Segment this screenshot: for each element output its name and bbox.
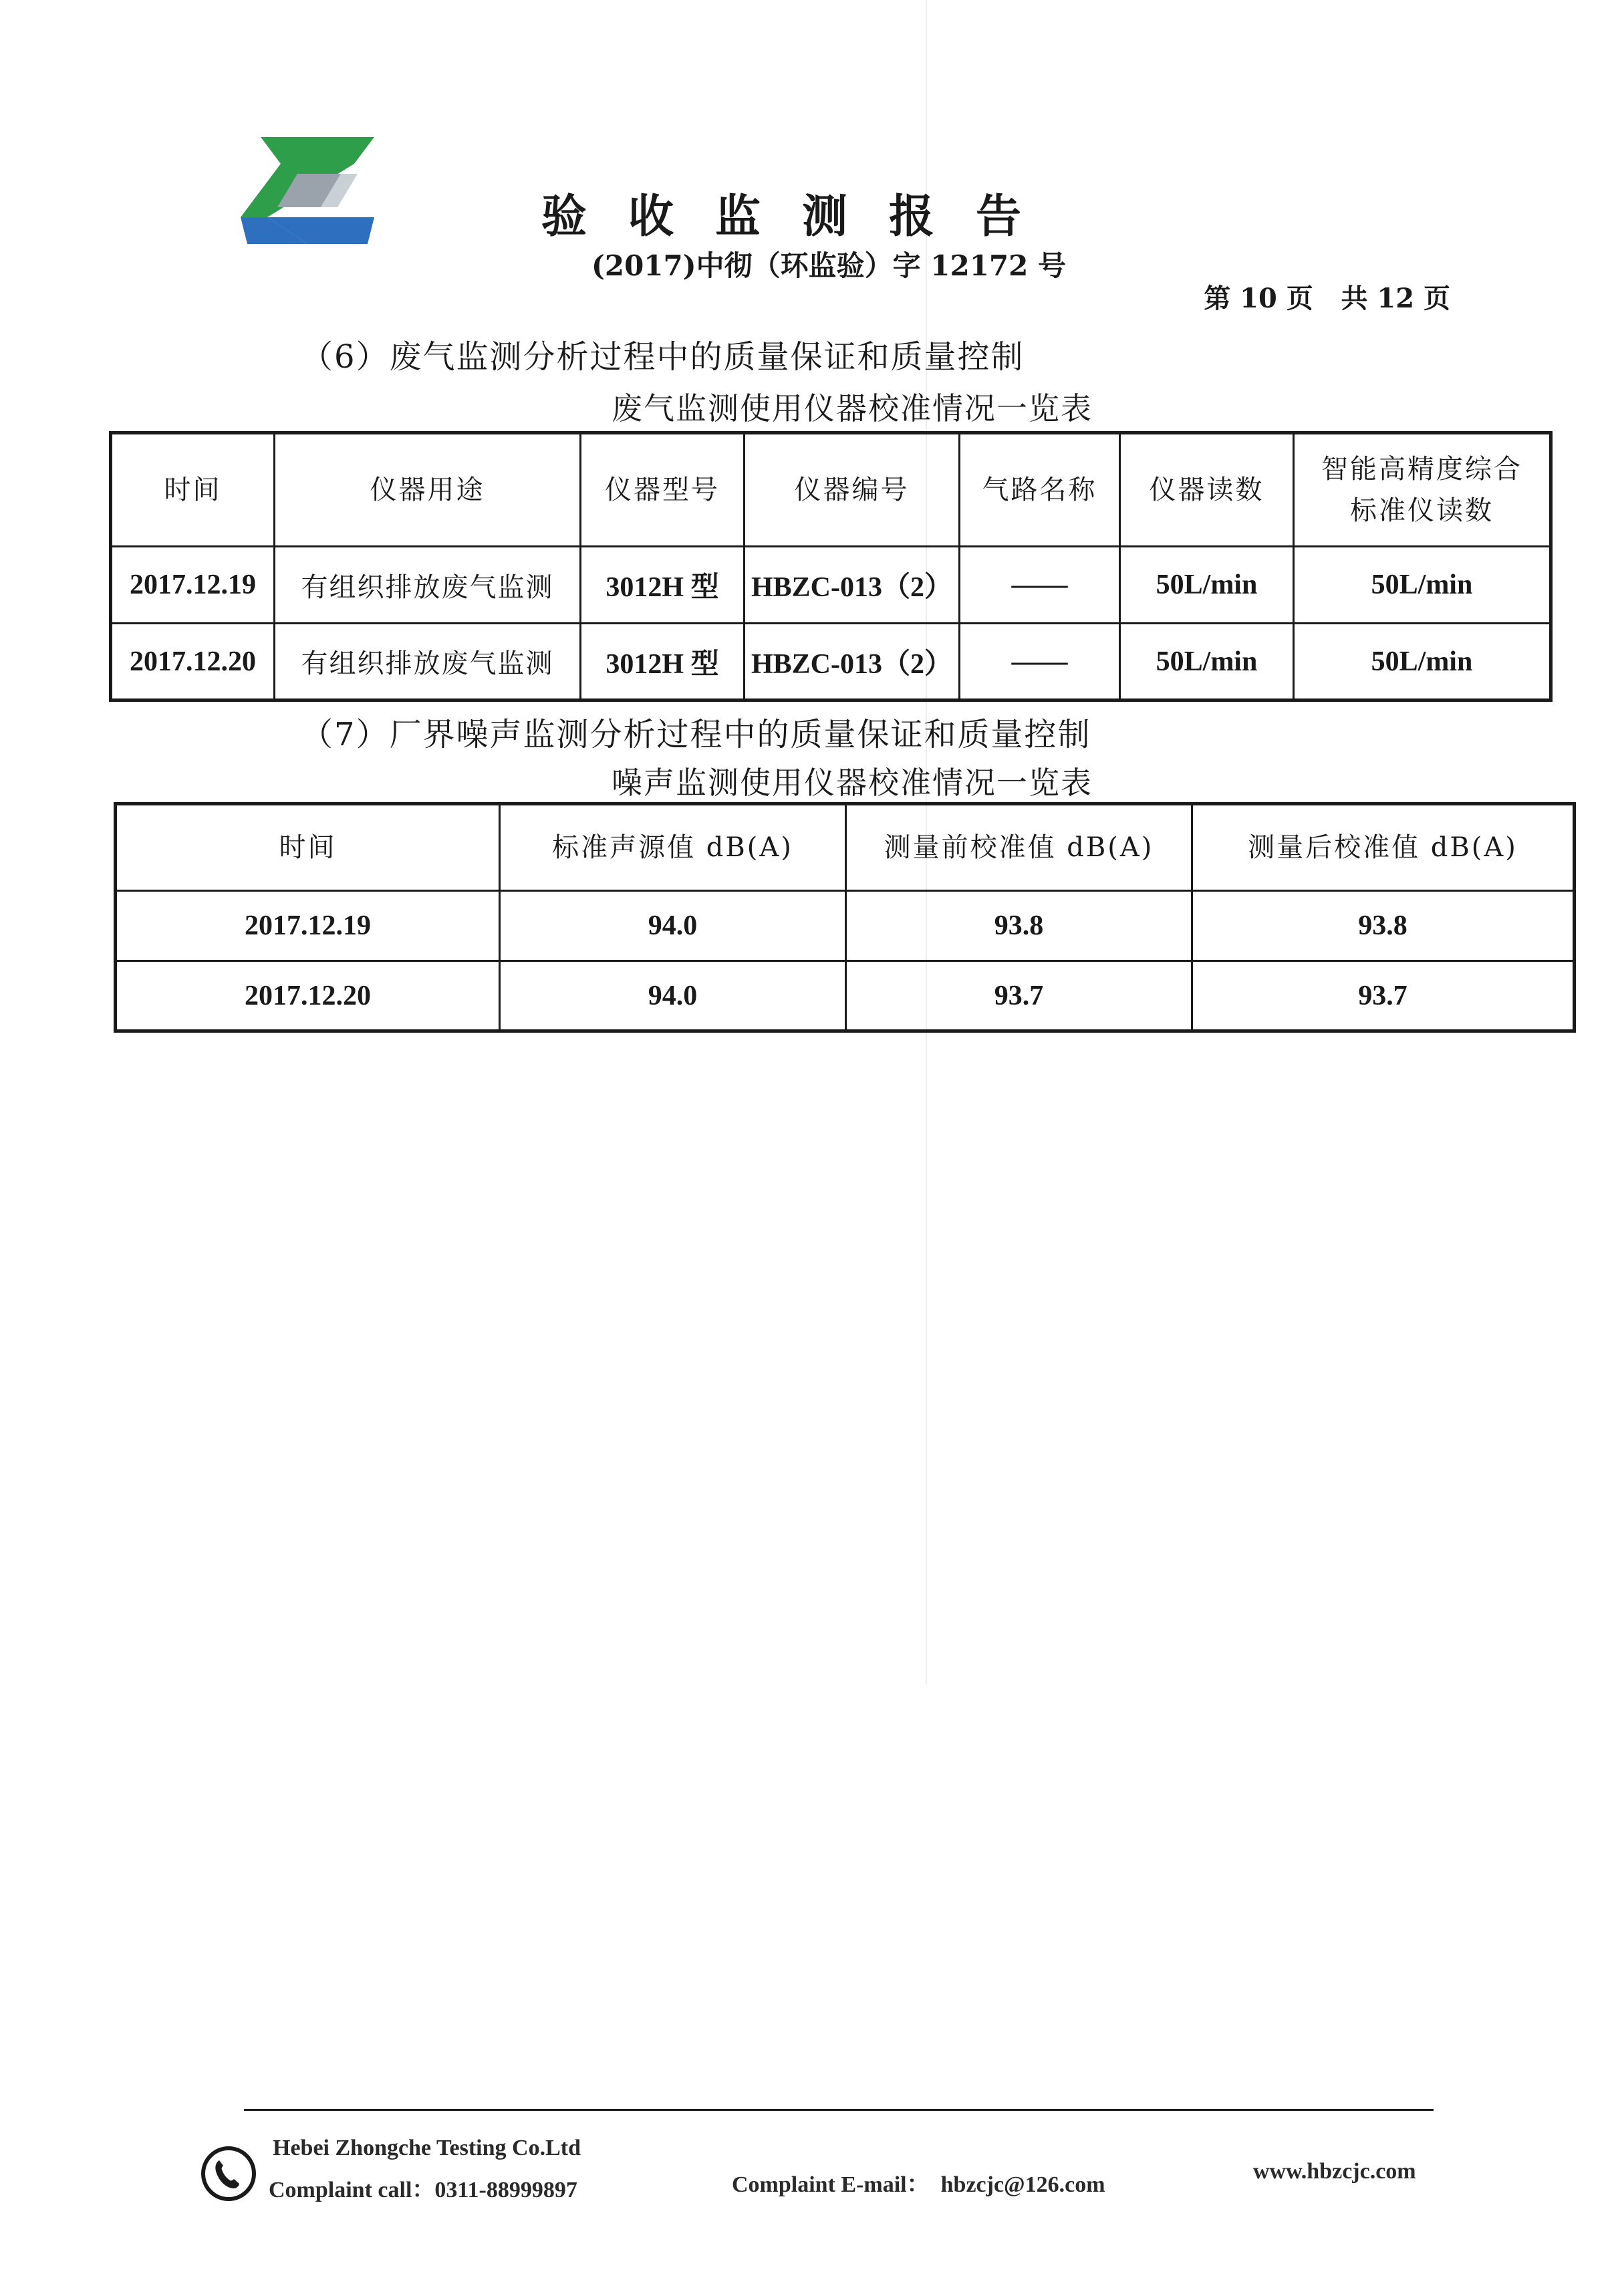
column-header-line: 标准仪读数 — [1350, 495, 1494, 526]
section-7-heading: （7）厂界噪声监测分析过程中的质量保证和质量控制 — [301, 716, 1091, 753]
column-header: 标准声源值 dB(A) — [500, 804, 846, 891]
column-header: 仪器编号 — [745, 433, 960, 547]
column-header: 仪器型号 — [581, 433, 745, 547]
column-header: 时间 — [116, 804, 500, 891]
column-header-line: 智能高精度综合 — [1321, 454, 1522, 485]
cell-post-calibration: 93.7 — [1192, 961, 1575, 1031]
column-header-multiline — [1294, 433, 1551, 547]
table-row — [111, 624, 1551, 700]
noise-calibration-table — [114, 802, 1576, 1033]
cell-purpose: 有组织排放废气监测 — [275, 624, 581, 700]
exhaust-calibration-table — [109, 431, 1553, 702]
section-6-table-caption: 废气监测使用仪器校准情况一览表 — [612, 390, 1093, 426]
company-logo — [241, 137, 374, 244]
footer-complaint-call: Complaint call：0311-88999897 — [269, 2178, 577, 2202]
column-header: 气路名称 — [960, 433, 1120, 547]
section-7-table-caption: 噪声监测使用仪器校准情况一览表 — [612, 765, 1093, 801]
column-header: 测量前校准值 dB(A) — [846, 804, 1192, 891]
table-row — [116, 891, 1575, 961]
footer-website: www.hbzcjc.com — [1253, 2159, 1416, 2184]
footer-divider — [244, 2109, 1434, 2111]
table-header-row — [111, 433, 1551, 547]
table-row — [116, 961, 1575, 1031]
column-header: 仪器读数 — [1120, 433, 1294, 547]
cell-standard-source: 94.0 — [500, 961, 846, 1031]
cell-model: 3012H 型 — [581, 624, 745, 700]
column-header: 时间 — [111, 433, 275, 547]
cell-gas-path: —— — [960, 624, 1120, 700]
cell-gas-path: —— — [960, 547, 1120, 624]
table-row — [111, 547, 1551, 624]
document-number: (2017)中彻（环监验）字 12172 号 — [591, 249, 1066, 282]
cell-reading: 50L/min — [1120, 547, 1294, 624]
cell-model: 3012H 型 — [581, 547, 745, 624]
footer-complaint-email: Complaint E-mail： hbzcjc@126.com — [732, 2172, 1105, 2197]
column-header: 测量后校准值 dB(A) — [1192, 804, 1575, 891]
cell-date: 2017.12.19 — [116, 891, 500, 961]
column-header: 仪器用途 — [275, 433, 581, 547]
cell-standard-source: 94.0 — [500, 891, 846, 961]
page-indicator: 第 10 页 共 12 页 — [1204, 283, 1450, 314]
report-title: 验收监测报告 — [541, 190, 1063, 243]
phone-icon — [200, 2146, 257, 2202]
cell-date: 2017.12.20 — [116, 961, 500, 1031]
cell-instrument-id: HBZC-013（2） — [745, 624, 960, 700]
cell-instrument-id: HBZC-013（2） — [745, 547, 960, 624]
cell-pre-calibration: 93.8 — [846, 891, 1192, 961]
table-header-row — [116, 804, 1575, 891]
cell-standard-reading: 50L/min — [1294, 547, 1551, 624]
cell-purpose: 有组织排放废气监测 — [275, 547, 581, 624]
cell-date: 2017.12.20 — [111, 624, 275, 700]
cell-reading: 50L/min — [1120, 624, 1294, 700]
cell-post-calibration: 93.8 — [1192, 891, 1575, 961]
cell-date: 2017.12.19 — [111, 547, 275, 624]
footer-company-name: Hebei Zhongche Testing Co.Ltd — [273, 2136, 581, 2160]
section-6-heading: （6）废气监测分析过程中的质量保证和质量控制 — [301, 338, 1025, 376]
cell-standard-reading: 50L/min — [1294, 624, 1551, 700]
cell-pre-calibration: 93.7 — [846, 961, 1192, 1031]
